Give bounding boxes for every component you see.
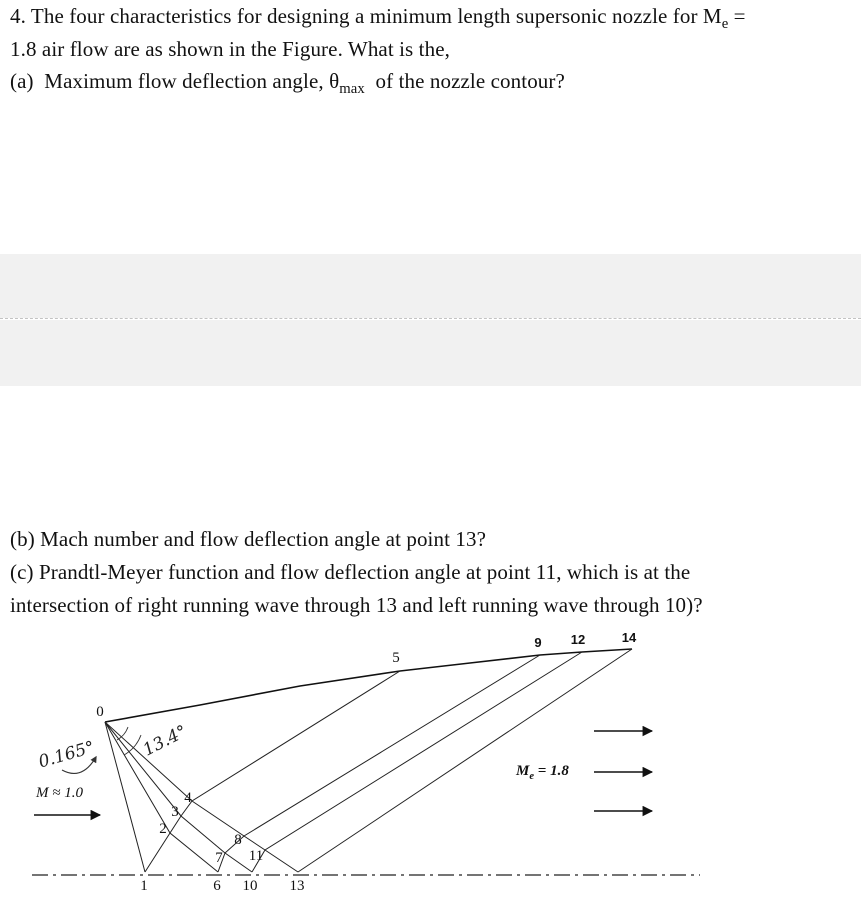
- handwritten-max-angle-label: 13.4°: [139, 721, 191, 761]
- question-part-a: [10, 69, 565, 98]
- nozzle-diagram-svg: [0, 615, 861, 900]
- question-line-1: [10, 4, 746, 33]
- question-line-1-end: =: [728, 4, 746, 28]
- point-label-12: 12: [570, 632, 586, 647]
- mach-subscript-e: e: [721, 16, 729, 33]
- exit-mach-subscript: e: [529, 771, 535, 782]
- characteristic-line-6: [218, 655, 540, 872]
- point-label-14: 14: [621, 630, 637, 645]
- point-label-11: 11: [248, 848, 264, 864]
- answer-area-top: [0, 254, 861, 318]
- characteristic-mesh: [32, 630, 700, 894]
- point-label-4: 4: [184, 790, 192, 806]
- characteristic-line-4: [105, 722, 298, 872]
- part-a-end: of the nozzle contour?: [364, 69, 565, 93]
- throat-mach-label: M ≈ 1.0: [36, 785, 83, 801]
- point-label-5: 5: [392, 650, 400, 666]
- exit-mach-symbol: M: [516, 763, 530, 779]
- point-label-2: 2: [159, 821, 167, 837]
- nozzle-characteristics-figure: [0, 615, 861, 900]
- theta-subscript-max: max: [339, 81, 365, 98]
- point-label-3: 3: [171, 804, 179, 820]
- point-label-0: 0: [96, 704, 104, 720]
- point-label-10: 10: [242, 878, 258, 894]
- answer-area-bottom: [0, 320, 861, 386]
- point-label-9: 9: [534, 635, 542, 650]
- point-label-8: 8: [234, 832, 242, 848]
- question-line-2: 1.8 air flow are as shown in the Figure. What is the,: [10, 37, 450, 61]
- exit-mach-label: [516, 763, 569, 780]
- nozzle-wall-contour: [105, 649, 632, 722]
- point-label-6: 6: [213, 878, 221, 894]
- question-part-b: (b) Mach number and flow deflection angle at point 13?: [10, 527, 486, 551]
- exit-mach-value: = 1.8: [534, 763, 569, 779]
- answer-area-divider: [0, 318, 861, 319]
- part-a-text: (a) Maximum flow deflection angle, θ: [10, 69, 340, 93]
- characteristic-line-5: [145, 671, 400, 872]
- question-part-c-line-1: (c) Prandtl-Meyer function and flow deflection angle at point 11, which is at the: [10, 560, 691, 584]
- characteristic-line-1: [105, 722, 145, 872]
- point-label-7: 7: [215, 850, 223, 866]
- characteristic-line-8: [298, 649, 632, 872]
- question-part-c-line-2: intersection of right running wave through 13 and left running wave through 10)?: [10, 593, 703, 617]
- question-line-1-text: 4. The four characteristics for designing a minimum length supersonic nozzle for M: [10, 4, 722, 28]
- handwritten-initial-angle-label: 0.165°: [36, 737, 97, 773]
- point-label-1: 1: [140, 878, 148, 894]
- point-label-13: 13: [289, 878, 305, 894]
